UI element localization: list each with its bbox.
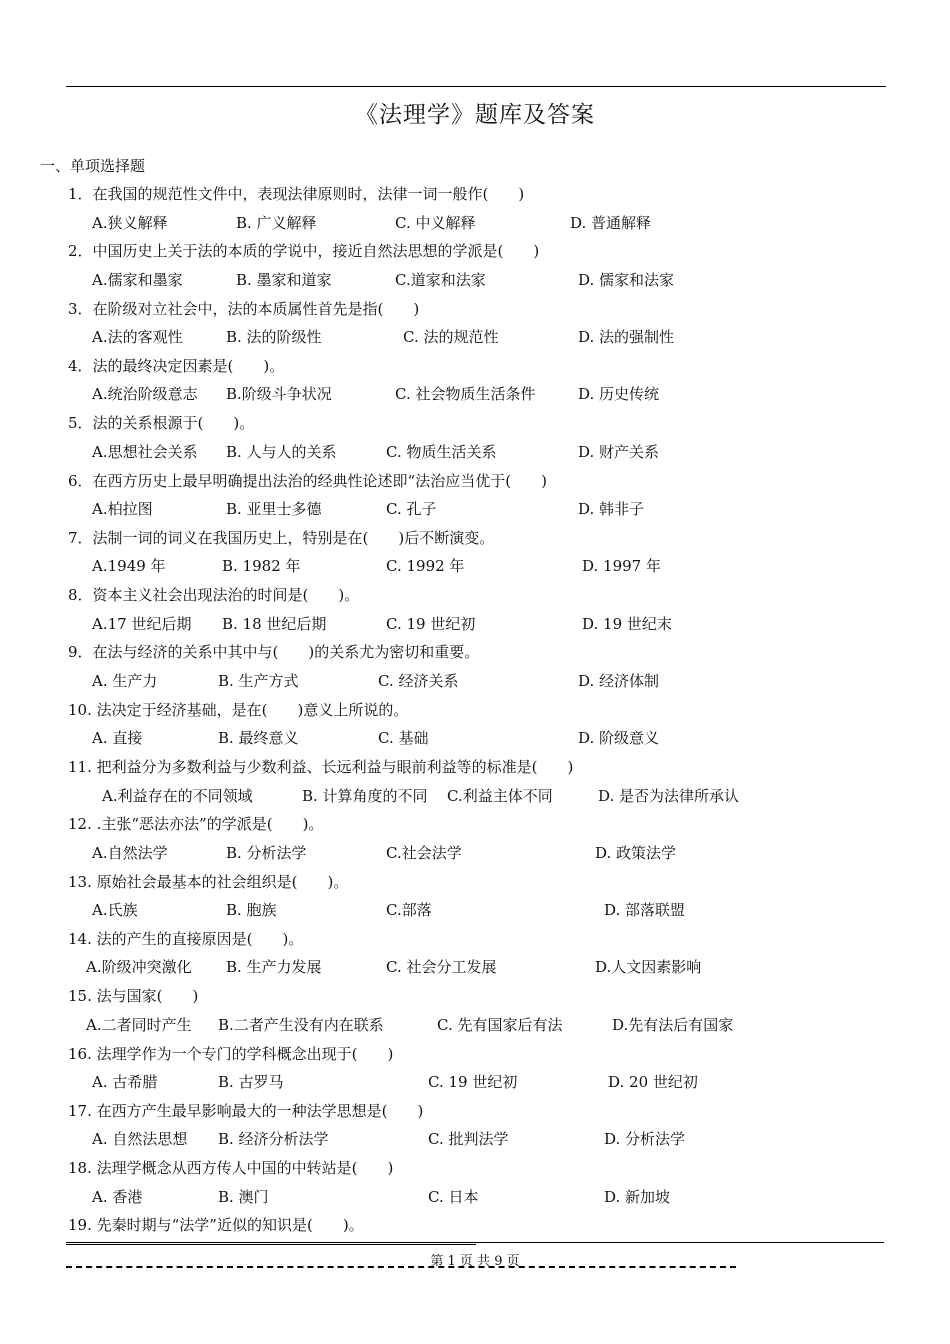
answer-option: D. 韩非子 bbox=[578, 500, 645, 518]
answer-option: C. 批判法学 bbox=[428, 1130, 509, 1149]
answer-option: A.自然法学 bbox=[92, 843, 168, 862]
answer-option: D. 儒家和法家 bbox=[578, 270, 675, 289]
question-text: 12. .主张“恶法亦法”的学派是( )。 bbox=[68, 815, 324, 834]
answer-option: B. 亚里士多德 bbox=[226, 500, 322, 518]
answer-option: A.柏拉图 bbox=[92, 500, 153, 518]
question-text: 7．法制一词的词义在我国历史上，特别是在( )后不断演变。 bbox=[68, 528, 495, 547]
answer-option: D. 政策法学 bbox=[595, 843, 677, 862]
answer-option: D.人文因素影响 bbox=[595, 958, 702, 977]
question-text: 15. 法与国家( ) bbox=[68, 987, 199, 1006]
answer-option: A.17 世纪后期 bbox=[92, 614, 192, 633]
answer-option: B. 墨家和道家 bbox=[236, 270, 332, 289]
answer-option: B.二者产生没有内在联系 bbox=[218, 1015, 384, 1034]
answer-option: A.二者同时产生 bbox=[86, 1015, 192, 1034]
answer-option: C. 社会分工发展 bbox=[386, 958, 497, 977]
answer-option: A.狭义解释 bbox=[92, 213, 168, 232]
question-text: 8．资本主义社会出现法治的时间是( )。 bbox=[68, 586, 360, 605]
answer-option: B. 人与人的关系 bbox=[226, 442, 337, 461]
answer-option: D. 20 世纪初 bbox=[608, 1073, 698, 1091]
answer-option: D. 历史传统 bbox=[578, 385, 660, 404]
question-text: 6．在西方历史上最早明确提出法治的经典性论述即“法治应当优于( ) bbox=[68, 471, 547, 490]
question-text: 16. 法理学作为一个专门的学科概念出现于( ) bbox=[68, 1044, 394, 1063]
answer-option: D. 部落联盟 bbox=[604, 901, 686, 920]
answer-option: D.先有法后有国家 bbox=[612, 1015, 734, 1034]
answer-option: C. 日本 bbox=[428, 1187, 479, 1206]
answer-option: C. 中义解释 bbox=[395, 213, 476, 232]
answer-option: C.利益主体不同 bbox=[447, 786, 553, 805]
answer-option: D. 是否为法律所承认 bbox=[598, 786, 740, 805]
answer-option: A.法的客观性 bbox=[92, 328, 183, 347]
page-number: 第 1 页 共 9 页 bbox=[430, 1254, 520, 1269]
answer-option: C. 经济关系 bbox=[378, 671, 459, 690]
section-heading: 一、单项选择题 bbox=[40, 157, 146, 175]
answer-option: A.氏族 bbox=[92, 901, 138, 920]
answer-option: B. 最终意义 bbox=[218, 729, 299, 748]
answer-option: D. 1997 年 bbox=[582, 557, 661, 576]
answer-option: D. 经济体制 bbox=[578, 671, 660, 690]
question-text: 11. 把利益分为多数利益与少数利益、长远利益与眼前利益等的标准是( ) bbox=[68, 758, 574, 776]
question-text: 18. 法理学概念从西方传人中国的中转站是( ) bbox=[68, 1159, 394, 1178]
question-text: 5．法的关系根源于( )。 bbox=[68, 414, 255, 433]
cut-line bbox=[66, 1266, 736, 1268]
answer-option: C. 社会物质生活条件 bbox=[395, 385, 536, 404]
answer-option: A.思想社会关系 bbox=[92, 442, 198, 461]
answer-option: A.统治阶级意志 bbox=[92, 385, 198, 404]
answer-option: A.阶级冲突激化 bbox=[86, 958, 192, 977]
answer-option: C. 19 世纪初 bbox=[386, 614, 476, 633]
answer-option: A. 直接 bbox=[92, 729, 143, 748]
answer-option: D. 财产关系 bbox=[578, 442, 660, 461]
answer-option: A. 生产力 bbox=[92, 671, 158, 690]
answer-option: B. 18 世纪后期 bbox=[222, 614, 327, 633]
question-text: 19. 先秦时期与“法学”近似的知识是( )。 bbox=[68, 1216, 364, 1235]
question-text: 4．法的最终决定因素是( )。 bbox=[68, 356, 285, 375]
answer-option: B. 1982 年 bbox=[222, 557, 301, 576]
answer-option: C. 1992 年 bbox=[386, 557, 465, 576]
answer-option: B. 古罗马 bbox=[218, 1073, 284, 1091]
answer-option: D. 19 世纪末 bbox=[582, 614, 672, 633]
question-text: 9．在法与经济的关系中其中与( )的关系尤为密切和重要。 bbox=[68, 643, 480, 662]
answer-option: B. 分析法学 bbox=[226, 843, 307, 862]
answer-option: D. 新加坡 bbox=[604, 1187, 671, 1206]
answer-option: B. 计算角度的不同 bbox=[302, 786, 428, 805]
answer-option: D. 阶级意义 bbox=[578, 729, 660, 748]
answer-option: C. 19 世纪初 bbox=[428, 1073, 518, 1091]
answer-option: C.部落 bbox=[386, 901, 432, 920]
footer-rule-thick bbox=[66, 1244, 476, 1245]
answer-option: D. 法的强制性 bbox=[578, 328, 675, 347]
answer-option: B. 生产力发展 bbox=[226, 958, 322, 977]
answer-option: B. 法的阶级性 bbox=[226, 328, 322, 347]
answer-option: A. 自然法思想 bbox=[92, 1130, 188, 1149]
answer-option: C. 孔子 bbox=[386, 500, 437, 518]
question-text: 2．中国历史上关于法的本质的学说中，接近自然法思想的学派是( ) bbox=[68, 242, 540, 261]
question-text: 13. 原始社会最基本的社会组织是( )。 bbox=[68, 872, 349, 891]
answer-option: B. 广义解释 bbox=[236, 213, 317, 232]
answer-option: A.1949 年 bbox=[92, 557, 166, 576]
answer-option: B. 胞族 bbox=[226, 901, 277, 920]
answer-option: C. 先有国家后有法 bbox=[437, 1015, 563, 1034]
answer-option: A.利益存在的不同领域 bbox=[102, 786, 253, 805]
footer-rule bbox=[66, 1242, 884, 1243]
header-rule bbox=[66, 86, 886, 87]
question-text: 14. 法的产生的直接原因是( )。 bbox=[68, 929, 304, 948]
question-text: 1．在我国的规范性文件中，表现法律原则时，法律一词一般作( ) bbox=[68, 185, 525, 203]
answer-option: B.阶级斗争状况 bbox=[226, 385, 332, 404]
answer-option: C. 物质生活关系 bbox=[386, 442, 497, 461]
answer-option: A. 香港 bbox=[92, 1187, 143, 1206]
answer-option: C. 法的规范性 bbox=[403, 328, 499, 347]
answer-option: B. 生产方式 bbox=[218, 671, 299, 690]
document-title: 《法理学》题库及答案 bbox=[355, 102, 595, 128]
answer-option: C. 基础 bbox=[378, 729, 429, 748]
question-text: 17. 在西方产生最早影响最大的一种法学思想是( ) bbox=[68, 1101, 424, 1120]
answer-option: D. 分析法学 bbox=[604, 1130, 686, 1149]
answer-option: B. 澳门 bbox=[218, 1187, 269, 1206]
answer-option: A.儒家和墨家 bbox=[92, 270, 183, 289]
answer-option: B. 经济分析法学 bbox=[218, 1130, 329, 1149]
question-text: 3．在阶级对立社会中，法的本质属性首先是指( ) bbox=[68, 299, 420, 318]
answer-option: A. 古希腊 bbox=[92, 1073, 158, 1091]
answer-option: C.社会法学 bbox=[386, 843, 462, 862]
question-text: 10. 法决定于经济基础，是在( )意义上所说的。 bbox=[68, 700, 409, 719]
answer-option: D. 普通解释 bbox=[570, 213, 652, 232]
answer-option: C.道家和法家 bbox=[395, 270, 486, 289]
